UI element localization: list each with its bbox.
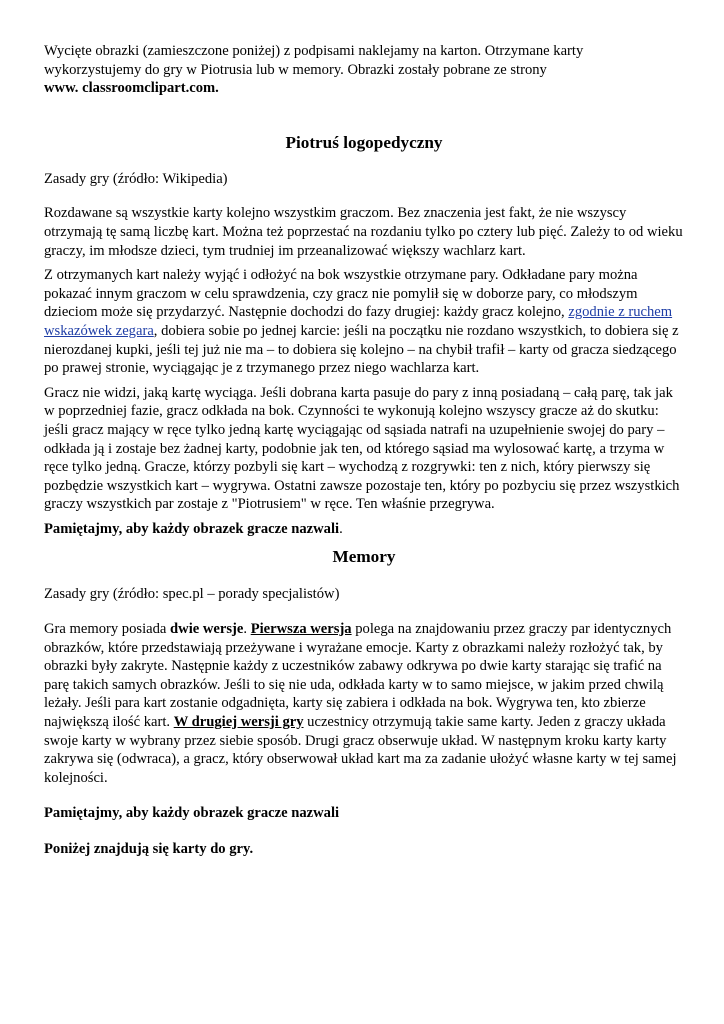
piotrus-reminder: Pamiętajmy, aby każdy obrazek gracze nazwali — [44, 520, 340, 537]
document-page — [44, 42, 684, 859]
memory-two-versions: dwie wersje — [170, 621, 244, 638]
memory-second-version: W drugiej wersji gry — [173, 714, 304, 731]
piotrus-title: Piotruś logopedyczny — [285, 132, 443, 152]
piotrus-source: Zasady gry (źródło: Wikipedia) — [44, 170, 228, 187]
clockwise-link[interactable]: zgodnie z ruchem wskazówek zegara — [44, 304, 673, 339]
memory-title: Memory — [332, 547, 396, 567]
piotrus-paragraph-1: Rozdawane są wszystkie karty kolejno wszystkim graczom. Bez znaczenia jest fakt, że nie wszyscy otrzymają tę samą liczbę kart. Można też poprzestać na rozdaniu tylko po cztery lub pięć. Zależy to od wieku graczy, im młodsze dzieci, tym trudniej im przeanalizować większy wachlarz kart. — [44, 205, 683, 259]
memory-t2: . — [243, 621, 251, 638]
intro-site: www. classroomclipart.com. — [44, 80, 219, 97]
memory-first-version: Pierwsza wersja — [250, 621, 352, 638]
piotrus-reminder-line — [44, 520, 684, 539]
piotrus-p2-before: Z otrzymanych kart należy wyjąć i odłożyć na bok wszystkie otrzymane pary. Odkładane pary można pokazać innym graczom w celu sprawdzenia, czy gracz nie pomylił się w doborze pary, co młodszym dzieciom może się przydarzyć. Następnie dochodzi do fazy drugiej: każdy gracz kolejno, — [44, 267, 638, 321]
memory-source: Zasady gry (źródło: spec.pl – porady specjalistów) — [44, 586, 340, 603]
intro-paragraph — [44, 42, 684, 98]
memory-t4: uczestnicy otrzymują takie same karty. Jeden z graczy układa swoje karty w wybrany przez siebie sposób. Drugi gracz obserwuje układ. W następnym kroku karty karty zakrywa się (odwraca), a gracz, który obserwował układ kart ma za zadanie ułożyć własne karty w tej samej kolejności. — [44, 714, 677, 786]
memory-paragraph — [44, 620, 684, 787]
cards-note: Poniżej znajdują się karty do gry. — [44, 841, 254, 857]
piotrus-paragraph-2 — [44, 266, 684, 378]
piotrus-p2-after: , dobiera sobie po jednej karcie: jeśli na początku nie rozdano wszystkich, to dobiera się z nierozdanej kupki, jeśli tej już nie ma – to dobiera się kolejno – na chybił trafił – karty od gracza siedzącego po prawej stronie, wyciągając je z trzymanego przez niego wachlarza kart. — [44, 322, 679, 377]
piotrus-paragraph-3: Gracz nie widzi, jaką kartę wyciąga. Jeśli dobrana karta pasuje do pary z inną posiadaną – całą parę, tak jak w poprzedniej fazie, gracz odkłada na bok. Czynności te wykonują kolejno wszyscy gracze aż do skutku: jeśli gracz mający w ręce tylko jedną kartę wyciągając od sąsiada natrafi na uzupełnienie swojej do pary – odkłada ją i zostaje bez żadnej karty, podobnie jak ten, od którego sąsiad ma wylosować kartę, a trzyma w ręce tylko jedną. Gracze, którzy pozbyli się kart – wychodzą z rozgrywki: ten z nich, który pierwszy się pozbędzie wszystkich kart – wygrywa. Ostatni zawsze pozostaje ten, który po pozbyciu się przez wszystkich graczy wszystkich par zostaje z "Piotrusiem" w ręce. Ten właśnie przegrywa. — [44, 384, 680, 513]
piotrus-reminder-end: . — [339, 520, 343, 537]
intro-text: Wycięte obrazki (zamieszczone poniżej) z podpisami naklejamy na karton. Otrzymane karty wykorzystujemy do gry w Piotrusia lub w memory. Obrazki zostały pobrane ze strony — [44, 43, 584, 78]
memory-reminder: Pamiętajmy, aby każdy obrazek gracze nazwali — [44, 805, 340, 822]
memory-t1: Gra memory posiada — [44, 621, 171, 638]
memory-t3: polega na znajdowaniu przez graczy par identycznych obrazków, które przedstawiają przeżywane i wyrażane emocje. Karty z obrazkami należy rozłożyć tak, by obrazki były zakryte. Następnie każdy z uczestników zabawy odkrywa po dwie karty starając się trafić na parę takich samych obrazków. Jeśli to się nie uda, odkłada karty w to samo miejsce, w jakim przed chwilą leżały. Jeśli para kart zostanie odgadnięta, karty się zabiera i odkłada na bok. Wygrywa ten, kto zbierze największą ilość kart. — [44, 621, 672, 731]
